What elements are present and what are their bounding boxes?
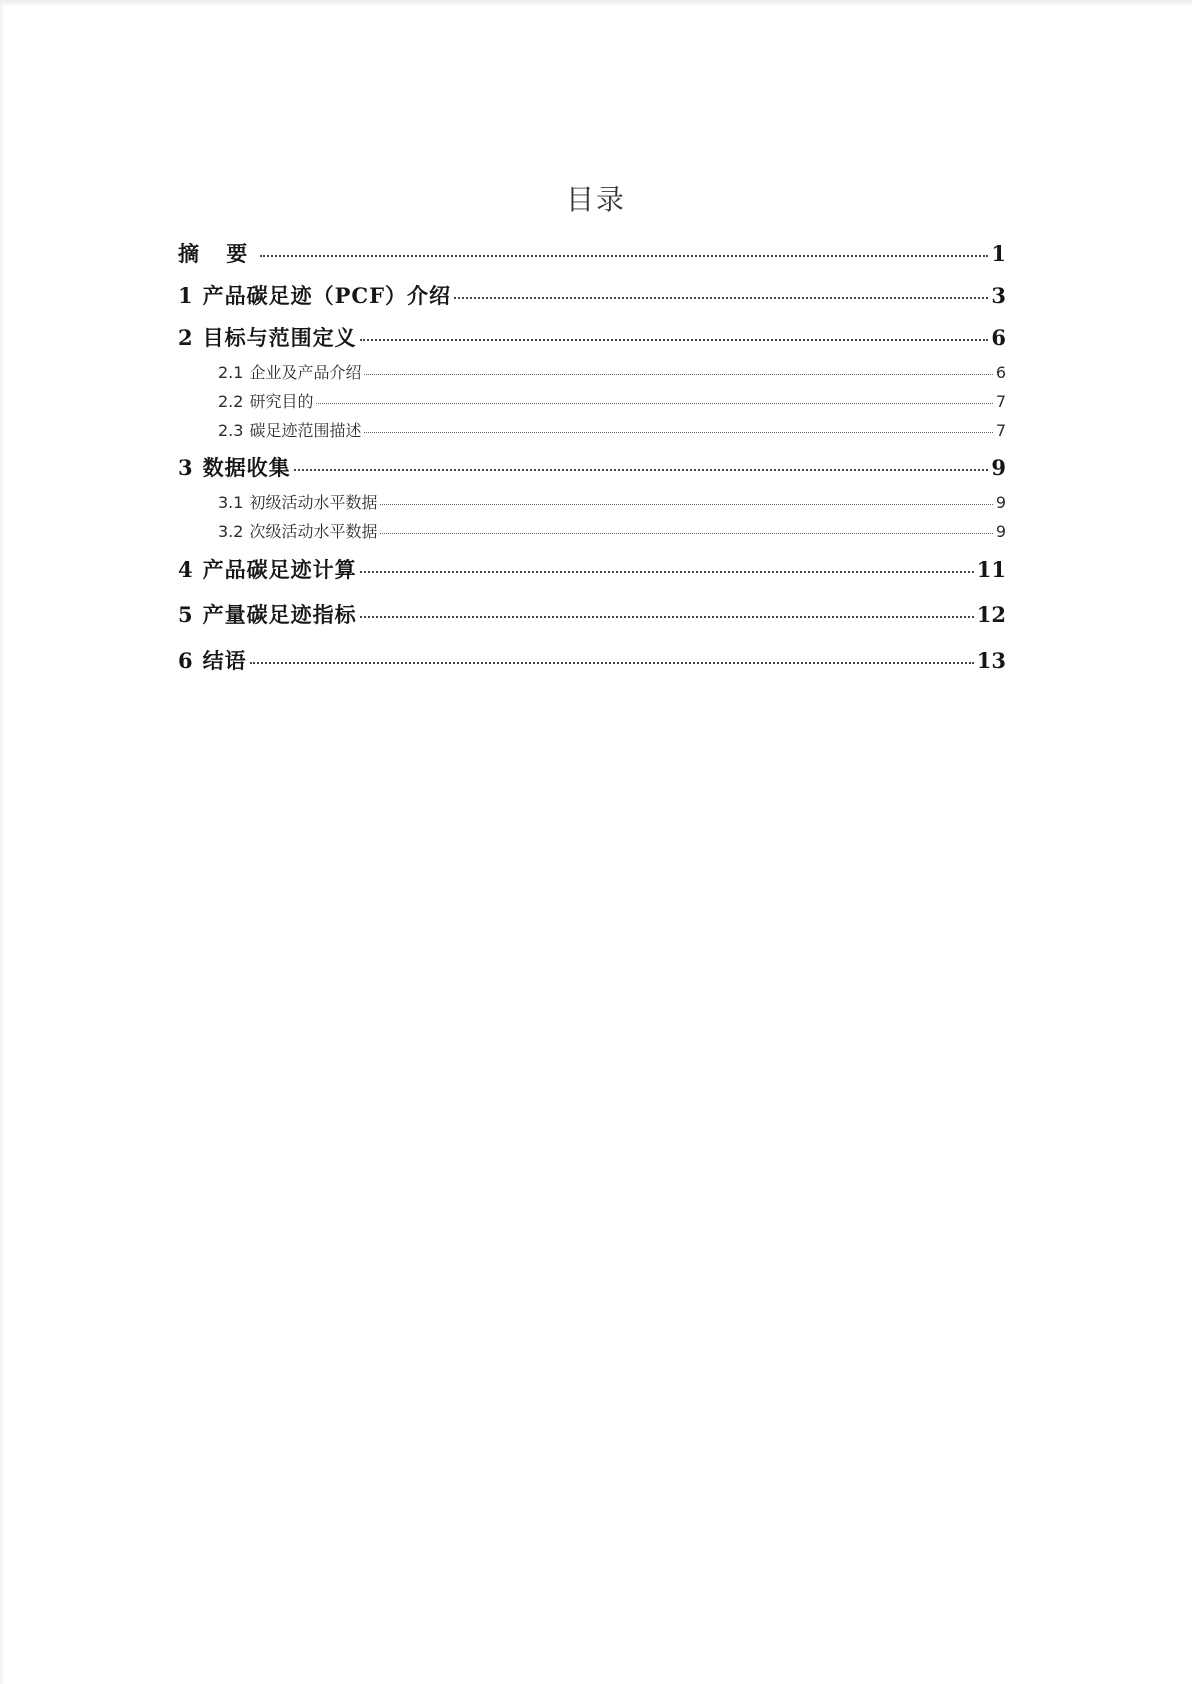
toc-entry-number: 1 <box>178 283 193 308</box>
toc-entry-page: 7 <box>995 421 1006 440</box>
toc-subentry[interactable] <box>218 389 1006 412</box>
toc-entry-title: 次级活动水平数据 <box>249 522 378 541</box>
toc-entry[interactable] <box>178 554 1006 584</box>
toc-subentry[interactable] <box>218 519 1006 542</box>
toc-subentry[interactable] <box>218 360 1006 383</box>
toc-subentry[interactable] <box>218 490 1006 513</box>
toc-entry-page: 6 <box>991 325 1006 350</box>
toc-entry-title: 企业及产品介绍 <box>249 363 362 382</box>
dot-leader <box>364 432 992 433</box>
toc-entry[interactable] <box>178 322 1006 352</box>
toc-entry-title: 碳足迹范围描述 <box>249 421 362 440</box>
toc-entry-title: 产品碳足迹计算 <box>202 557 357 582</box>
toc-entry-page: 11 <box>976 557 1006 582</box>
toc-title: 目录 <box>565 183 626 216</box>
toc-entry-title: 摘 要 <box>178 241 258 266</box>
toc-entry-title: 目标与范围定义 <box>202 325 357 350</box>
dot-leader <box>316 403 992 404</box>
dot-leader <box>360 339 989 341</box>
dot-leader <box>360 571 974 573</box>
toc-entry-title: 初级活动水平数据 <box>249 493 378 512</box>
dot-leader <box>454 297 988 299</box>
toc-entry-number: 2.3 <box>218 421 244 440</box>
toc-entry-number: 3.2 <box>218 522 244 541</box>
toc-entry-title: 产品碳足迹（PCF）介绍 <box>202 283 452 308</box>
toc-entry-page: 6 <box>995 363 1006 382</box>
toc-entry[interactable] <box>178 645 1006 675</box>
toc-entry-number: 2.1 <box>218 363 244 382</box>
toc-entry-number: 5 <box>178 602 193 627</box>
toc-entry-title: 研究目的 <box>249 392 314 411</box>
toc-entry-page: 9 <box>995 493 1006 512</box>
toc-entry[interactable] <box>178 599 1006 629</box>
toc-entry-page: 3 <box>991 283 1006 308</box>
toc-entry-number: 4 <box>178 557 193 582</box>
toc-entry-page: 12 <box>976 602 1006 627</box>
toc-entry-title: 产量碳足迹指标 <box>202 602 357 627</box>
dot-leader <box>294 469 989 471</box>
toc-entry-page: 9 <box>991 455 1006 480</box>
toc-entry-page: 13 <box>976 648 1006 673</box>
dot-leader <box>250 662 974 664</box>
dot-leader <box>380 504 992 505</box>
scan-edge-top <box>0 0 1192 6</box>
scan-edge-left <box>0 0 4 1684</box>
toc-entry-title: 结语 <box>202 648 247 673</box>
toc-entry-number: 2.2 <box>218 392 244 411</box>
dot-leader <box>364 374 992 375</box>
toc-entry[interactable] <box>178 238 1006 268</box>
dot-leader <box>380 533 992 534</box>
toc-entry-number: 2 <box>178 325 193 350</box>
toc-entry[interactable] <box>178 452 1006 482</box>
dot-leader <box>360 616 974 618</box>
dot-leader <box>260 255 988 257</box>
toc-entry[interactable] <box>178 280 1006 310</box>
toc-entry-title: 数据收集 <box>202 455 291 480</box>
toc-entry-page: 7 <box>995 392 1006 411</box>
toc-entry-page: 9 <box>995 522 1006 541</box>
toc-subentry[interactable] <box>218 418 1006 441</box>
toc-entry-page: 1 <box>991 241 1006 266</box>
toc-entry-number: 3 <box>178 455 193 480</box>
toc-entry-number: 6 <box>178 648 193 673</box>
toc-entry-number: 3.1 <box>218 493 244 512</box>
